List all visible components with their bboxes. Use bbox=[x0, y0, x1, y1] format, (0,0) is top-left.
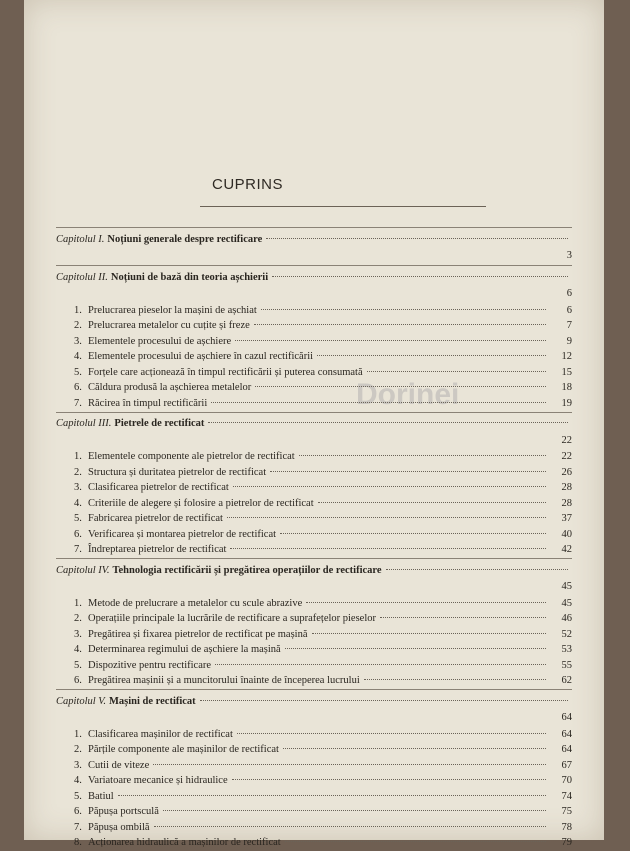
entry-number: 2. bbox=[74, 320, 82, 331]
dot-leader bbox=[227, 507, 546, 519]
entry-title: Căldura produsă la așchierea metalelor bbox=[88, 382, 252, 393]
entry-page-number: 22 bbox=[561, 451, 572, 462]
entry-page-number: 6 bbox=[566, 304, 572, 316]
entry-page-number: 64 bbox=[561, 744, 572, 755]
entry-page-number: 79 bbox=[561, 837, 572, 848]
entry-number: 5. bbox=[74, 790, 82, 802]
chapter-page-number: 22 bbox=[561, 434, 572, 446]
entry-title: Îndreptarea pietrelor de rectificat bbox=[88, 544, 227, 555]
entry-title: Structura și duritatea pietrelor de rectificat bbox=[88, 466, 267, 478]
toc-entry bbox=[56, 834, 572, 850]
dot-leader bbox=[285, 831, 546, 843]
dot-leader bbox=[270, 460, 546, 472]
entry-title: Determinarea regimului de așchiere la mașină bbox=[88, 644, 281, 655]
chapter-page-number: 64 bbox=[561, 712, 572, 723]
entry-page-number: 78 bbox=[561, 821, 572, 833]
entry-title: Verificarea și montarea pietrelor de rectificat bbox=[88, 528, 277, 540]
entry-number: 1. bbox=[74, 451, 82, 462]
dot-leader bbox=[153, 753, 546, 765]
toc-entry bbox=[56, 672, 572, 688]
chapter-block bbox=[56, 415, 572, 557]
chapter-title: Noțiuni generale despre rectificare bbox=[107, 233, 263, 245]
chapter-block bbox=[56, 230, 572, 263]
dot-leader bbox=[318, 491, 546, 503]
entry-number: 6. bbox=[74, 675, 82, 686]
chapter-title: Pietrele de rectificat bbox=[114, 418, 205, 429]
dot-leader bbox=[215, 653, 546, 665]
chapter-heading bbox=[56, 692, 572, 710]
entry-title: Părțile componente ale mașinilor de rectificat bbox=[88, 744, 279, 755]
entry-number: 5. bbox=[74, 366, 82, 378]
entry-title: Elementele procesului de așchiere în cazul rectificării bbox=[88, 351, 314, 362]
dot-leader bbox=[317, 345, 546, 357]
dot-leader bbox=[283, 738, 546, 750]
entry-page-number: 28 bbox=[561, 482, 572, 493]
chapter-number: Capitolul II. bbox=[56, 271, 108, 283]
entry-title: Fabricarea pietrelor de rectificat bbox=[88, 513, 223, 524]
dot-leader bbox=[230, 538, 546, 550]
dot-leader bbox=[235, 329, 546, 341]
entry-title: Acționarea hidraulică a mașinilor de rectificat bbox=[88, 837, 281, 848]
title-underline bbox=[200, 206, 486, 207]
chapter-heading bbox=[56, 415, 572, 433]
toc-entry bbox=[56, 394, 572, 410]
dot-leader bbox=[280, 522, 546, 534]
entry-number: 3. bbox=[74, 759, 82, 771]
entry-number: 6. bbox=[74, 382, 82, 393]
entry-title: Metode de prelucrare a metalelor cu scule abrazive bbox=[88, 597, 303, 609]
chapter-number: Capitolul IV. bbox=[56, 564, 110, 576]
entry-number: 4. bbox=[74, 644, 82, 655]
entry-title: Prelucrarea metalelor cu cuțite și freze bbox=[88, 320, 250, 331]
entry-page-number: 70 bbox=[561, 775, 572, 786]
entry-title: Clasificarea pietrelor de rectificat bbox=[88, 482, 229, 493]
entry-number: 3. bbox=[74, 628, 82, 640]
dot-leader bbox=[254, 314, 546, 326]
dot-leader bbox=[237, 722, 546, 734]
entry-number: 2. bbox=[74, 613, 82, 624]
chapter-block bbox=[56, 561, 572, 687]
entry-number: 6. bbox=[74, 806, 82, 817]
entry-title: Răcirea în timpul rectificării bbox=[88, 397, 208, 409]
book-page bbox=[24, 0, 604, 848]
dot-leader bbox=[211, 391, 546, 403]
entry-page-number: 46 bbox=[561, 613, 572, 624]
dot-leader bbox=[367, 360, 546, 372]
entry-title: Elementele procesului de așchiere bbox=[88, 335, 232, 347]
chapter-page-number: 6 bbox=[566, 288, 572, 299]
entry-title: Dispozitive pentru rectificare bbox=[88, 659, 212, 671]
entry-page-number: 37 bbox=[561, 513, 572, 524]
toc-entry bbox=[56, 541, 572, 557]
entry-page-number: 52 bbox=[561, 628, 572, 640]
entry-page-number: 67 bbox=[561, 759, 572, 771]
entry-page-number: 55 bbox=[561, 659, 572, 671]
entry-title: Batiul bbox=[88, 790, 114, 802]
chapter-title: Mașini de rectificat bbox=[108, 695, 196, 707]
chapter-heading bbox=[56, 268, 572, 286]
chapter-block bbox=[56, 692, 572, 849]
chapter-page-number: 3 bbox=[566, 250, 572, 261]
entry-page-number: 9 bbox=[566, 335, 572, 347]
entry-number: 1. bbox=[74, 597, 82, 609]
entry-page-number: 42 bbox=[561, 544, 572, 555]
entry-page-number: 12 bbox=[561, 351, 572, 362]
entry-number: 4. bbox=[74, 351, 82, 362]
entry-page-number: 19 bbox=[561, 397, 572, 409]
entry-title: Elementele componente ale pietrelor de rectificat bbox=[88, 451, 295, 462]
entry-page-number: 53 bbox=[561, 644, 572, 655]
entry-number: 7. bbox=[74, 397, 82, 409]
chapter-heading bbox=[56, 561, 572, 579]
dot-leader bbox=[306, 591, 546, 603]
entry-number: 4. bbox=[74, 497, 82, 509]
entry-title: Păpușa portsculă bbox=[88, 806, 159, 817]
entry-page-number: 45 bbox=[561, 597, 572, 609]
entry-title: Pregătirea mașinii și a muncitorului înainte de începerea lucrului bbox=[88, 675, 360, 686]
dot-leader bbox=[272, 265, 568, 277]
entry-title: Variatoare mecanice și hidraulice bbox=[88, 775, 228, 786]
chapter-title: Tehnologia rectificării și pregătirea operațiilor de rectificare bbox=[112, 564, 382, 576]
dot-leader bbox=[200, 689, 568, 701]
dot-leader bbox=[386, 558, 568, 570]
entry-number: 2. bbox=[74, 466, 82, 478]
entry-page-number: 62 bbox=[561, 675, 572, 686]
entry-title: Operațiile principale la lucrările de rectificare a suprafețelor pieselor bbox=[88, 613, 377, 624]
dot-leader bbox=[154, 815, 546, 827]
entry-number: 7. bbox=[74, 544, 82, 555]
entry-number: 2. bbox=[74, 744, 82, 755]
entry-title: Cutii de viteze bbox=[88, 759, 150, 771]
entry-page-number: 18 bbox=[561, 382, 572, 393]
dot-leader bbox=[312, 622, 546, 634]
entry-page-number: 15 bbox=[561, 366, 572, 378]
entry-title: Păpușa ombilă bbox=[88, 821, 150, 833]
dot-leader bbox=[118, 784, 546, 796]
dot-leader bbox=[233, 476, 546, 488]
entry-page-number: 75 bbox=[561, 806, 572, 817]
chapter-number: Capitolul I. bbox=[56, 233, 105, 245]
dot-leader bbox=[380, 607, 546, 619]
dot-leader bbox=[255, 376, 546, 388]
chapter-title: Noțiuni de bază din teoria așchierii bbox=[110, 271, 269, 283]
entry-title: Criteriile de alegere și folosire a pietrelor de rectificat bbox=[88, 497, 314, 509]
chapter-number: Capitolul III. bbox=[56, 418, 112, 429]
entry-number: 5. bbox=[74, 659, 82, 671]
page-title: CUPRINS bbox=[212, 176, 284, 193]
table-of-contents bbox=[56, 227, 572, 851]
entry-number: 1. bbox=[74, 728, 82, 740]
entry-number: 3. bbox=[74, 482, 82, 493]
chapter-heading bbox=[56, 230, 572, 248]
dot-leader bbox=[266, 227, 568, 239]
dot-leader bbox=[163, 800, 546, 812]
entry-number: 8. bbox=[74, 837, 82, 848]
chapter-block bbox=[56, 268, 572, 410]
entry-number: 1. bbox=[74, 304, 82, 316]
entry-page-number: 7 bbox=[566, 320, 572, 331]
entry-number: 7. bbox=[74, 821, 82, 833]
entry-page-number: 26 bbox=[561, 466, 572, 478]
entry-page-number: 74 bbox=[561, 790, 572, 802]
dot-leader bbox=[261, 298, 546, 310]
chapter-number: Capitolul V. bbox=[56, 695, 106, 707]
entry-title: Clasificarea mașinilor de rectificat bbox=[88, 728, 233, 740]
entry-number: 6. bbox=[74, 528, 82, 540]
entry-page-number: 28 bbox=[561, 497, 572, 509]
entry-title: Prelucrarea pieselor la mașini de așchiat bbox=[88, 304, 257, 316]
dot-leader bbox=[285, 638, 546, 650]
dot-leader bbox=[208, 412, 568, 424]
entry-number: 5. bbox=[74, 513, 82, 524]
dot-leader bbox=[232, 769, 546, 781]
dot-leader bbox=[299, 445, 546, 457]
dot-leader bbox=[364, 669, 546, 681]
entry-title: Pregătirea și fixarea pietrelor de rectificat pe mașină bbox=[88, 628, 308, 640]
entry-number: 4. bbox=[74, 775, 82, 786]
entry-number: 3. bbox=[74, 335, 82, 347]
watermark: Dorinei bbox=[356, 378, 460, 411]
entry-page-number: 64 bbox=[561, 728, 572, 740]
entry-title: Forțele care acționează în timpul rectificării și puterea consumată bbox=[88, 366, 363, 378]
chapter-page-number: 45 bbox=[561, 581, 572, 592]
entry-page-number: 40 bbox=[561, 528, 572, 540]
